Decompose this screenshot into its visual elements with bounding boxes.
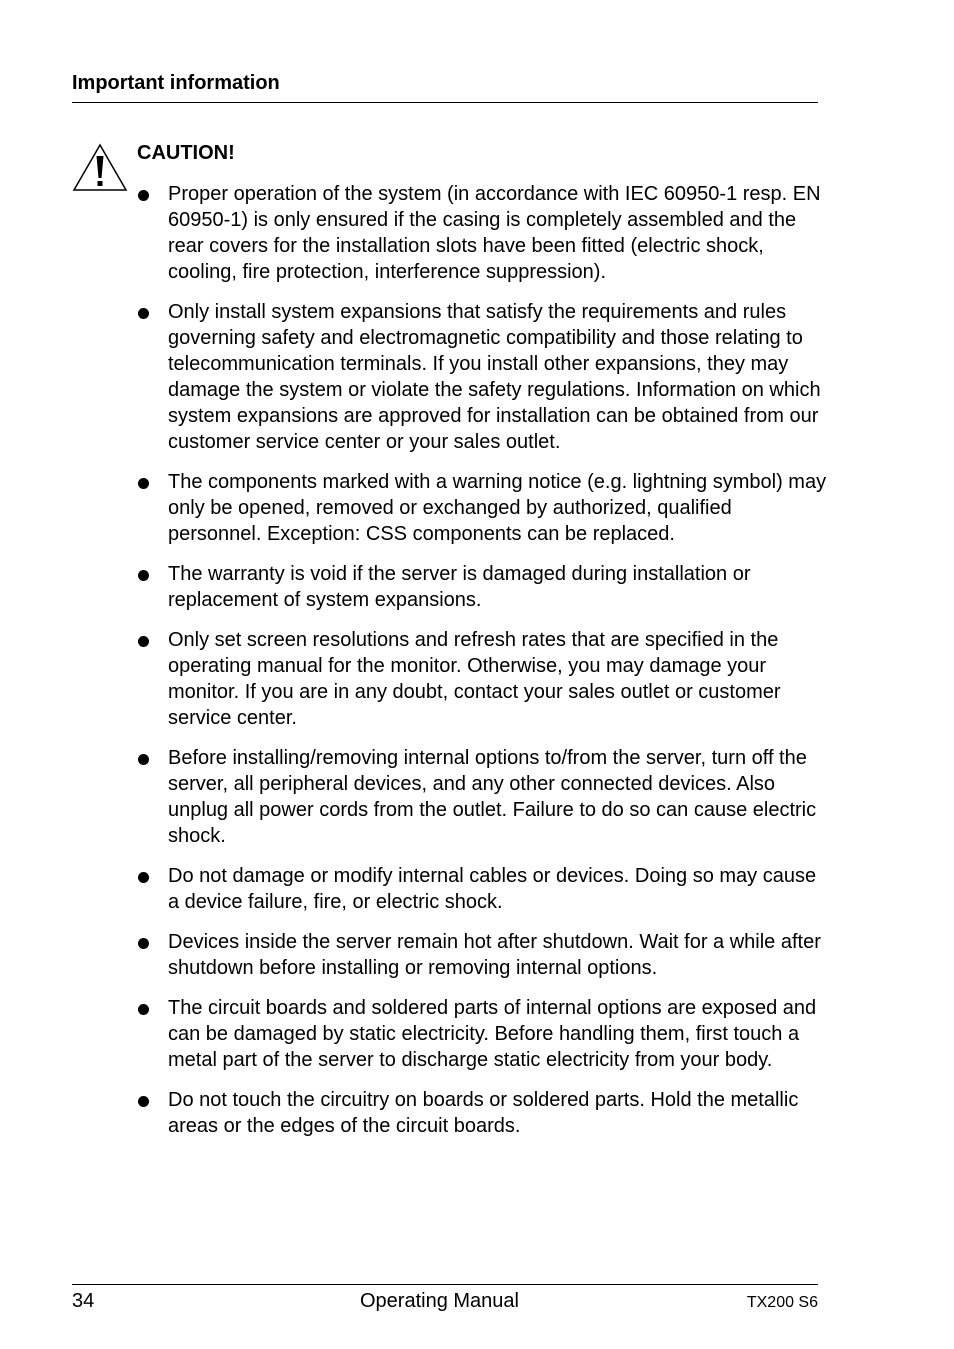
bullet-icon: [138, 570, 149, 581]
bullet-icon: [138, 1004, 149, 1015]
bullet-icon: [138, 754, 149, 765]
list-item-text: Before installing/removing internal options to/from the server, turn off the server, all peripheral devices, and any other connected devices. Also unplug all power cords from the outlet. Failure to do so can cause electric shock.: [168, 747, 817, 847]
list-item: [137, 929, 827, 981]
list-item: [137, 181, 827, 285]
page-number: 34: [72, 1290, 95, 1312]
bullet-icon: [138, 872, 149, 883]
list-item-text: Do not damage or modify internal cables or devices. Doing so may cause a device failure, fire, or electric shock.: [168, 865, 817, 913]
list-item: [137, 299, 827, 455]
list-item: [137, 561, 827, 613]
bullet-icon: [138, 190, 149, 201]
list-item: [137, 745, 827, 849]
page-header-title: Important information: [72, 72, 280, 94]
list-item-text: Only set screen resolutions and refresh rates that are specified in the operating manual for the monitor. Otherwise, you may damage your monitor. If you are in any doubt, contact your sales outlet or customer service center.: [168, 629, 781, 729]
list-item-text: The circuit boards and soldered parts of internal options are exposed and can be damaged by static electricity. Before handling them, first touch a metal part of the server to discharge static electricity from your body.: [168, 997, 817, 1071]
warning-triangle-icon: [72, 142, 128, 192]
model-name: TX200 S6: [746, 1294, 818, 1311]
list-item: [137, 469, 827, 547]
list-item-text: The warranty is void if the server is damaged during installation or replacement of system expansions.: [168, 563, 751, 611]
list-item-text: The components marked with a warning notice (e.g. lightning symbol) may only be opened, removed or exchanged by authorized, qualified personnel. Exception: CSS components can be replaced.: [168, 471, 827, 545]
list-item: [137, 863, 827, 915]
header-divider: [72, 102, 818, 103]
bullet-icon: [138, 478, 149, 489]
list-item-text: Proper operation of the system (in accordance with IEC 60950-1 resp. EN 60950-1) is only ensured if the casing is completely assembled and the rear covers for the installation slots have been fitted (electric shock, cooling, fire protection, interference suppression).: [168, 183, 821, 283]
list-item-text: Do not touch the circuitry on boards or soldered parts. Hold the metallic areas or the edges of the circuit boards.: [168, 1089, 799, 1137]
bullet-icon: [138, 1096, 149, 1107]
bullet-icon: [138, 308, 149, 319]
footer-divider: [72, 1284, 818, 1285]
list-item-text: Devices inside the server remain hot after shutdown. Wait for a while after shutdown before installing or removing internal options.: [168, 931, 821, 979]
caution-list: [137, 181, 827, 1153]
bullet-icon: [138, 938, 149, 949]
list-item: [137, 627, 827, 731]
list-item: [137, 1087, 827, 1139]
caution-heading: CAUTION!: [137, 142, 235, 164]
list-item-text: Only install system expansions that satisfy the requirements and rules governing safety and electromagnetic compatibility and those relating to telecommunication terminals. If you install other expansions, they may damage the system or violate the safety regulations. Information on which system expansions are approved for installation can be obtained from our customer service center or your sales outlet.: [168, 301, 821, 453]
manual-title: Operating Manual: [360, 1290, 519, 1312]
bullet-icon: [138, 636, 149, 647]
list-item: [137, 995, 827, 1073]
